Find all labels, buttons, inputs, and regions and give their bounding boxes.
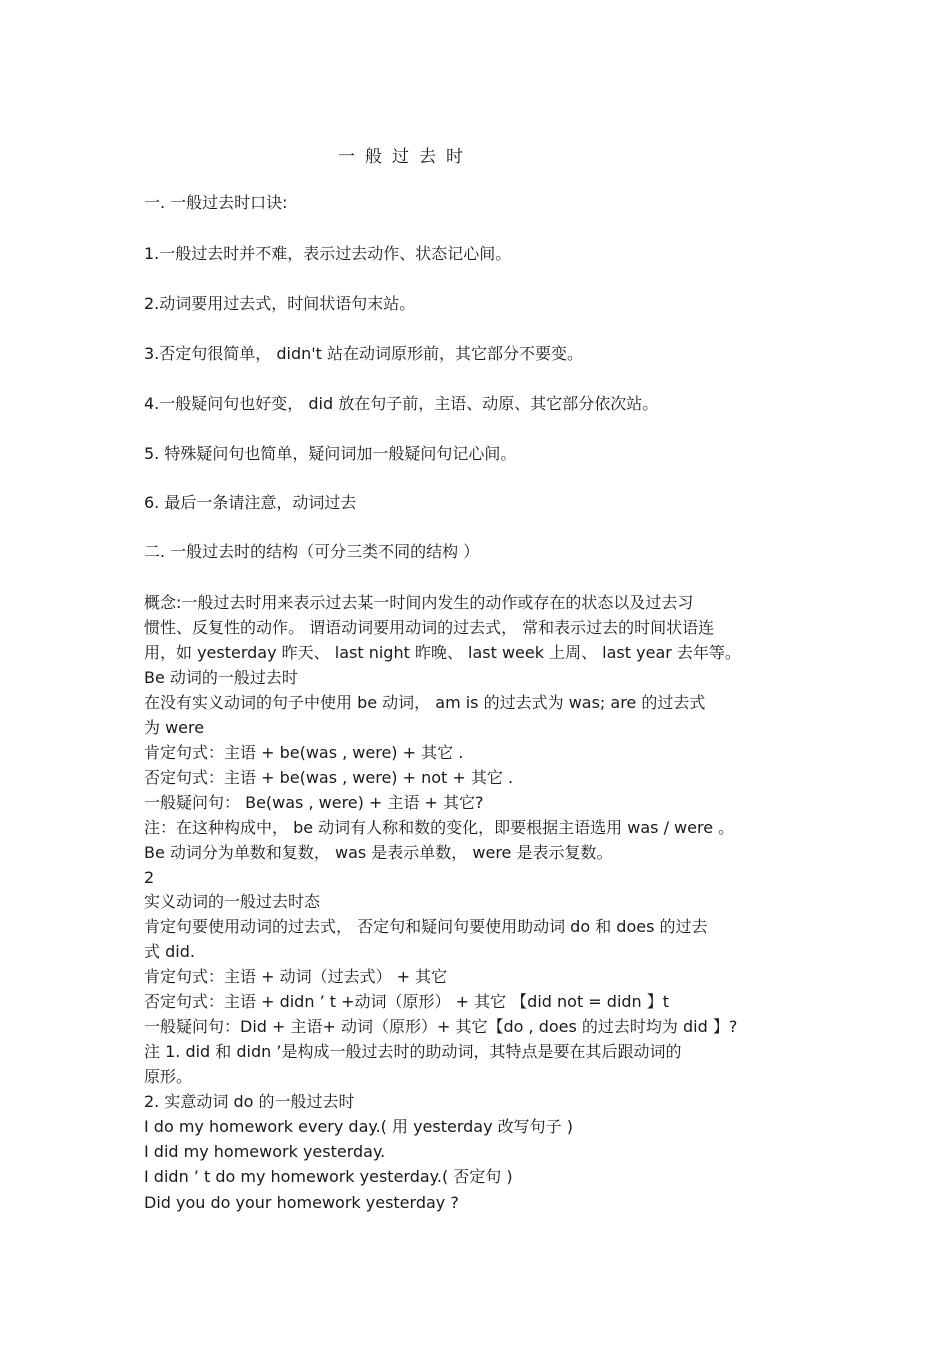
be-question: 一般疑问句： Be(was , were) + 主语 + 其它?	[144, 793, 484, 812]
notional-verb-heading: 实义动词的一般过去时态	[144, 892, 321, 911]
be-note-2: Be 动词分为单数和复数， was 是表示单数， were 是表示复数。	[144, 843, 613, 862]
page-title: 一般过去时	[338, 147, 473, 167]
example-line-1: I do my homework every day.( 用 yesterday 改写句子 )	[144, 1117, 573, 1136]
rhyme-line-3: 3.否定句很简单， didn't 站在动词原形前，其它部分不要变。	[144, 344, 584, 363]
concept-line-2: 惯性、反复性的动作。 谓语动词要用动词的过去式， 常和表示过去的时间状语连	[144, 618, 715, 637]
section-number-2: 2	[144, 868, 155, 887]
note-1-line-1: 注 1. did 和 didn ’是构成一般过去时的助动词，其特点是要在其后跟动词的	[144, 1042, 682, 1061]
notional-verb-line-2: 式 did.	[144, 942, 195, 961]
rhyme-line-1: 1.一般过去时并不难，表示过去动作、状态记心间。	[144, 244, 512, 263]
section-heading-two: 二. 一般过去时的结构（可分三类不同的结构 ）	[144, 542, 480, 561]
rhyme-line-6: 6. 最后一条请注意，动词过去	[144, 493, 357, 512]
be-verb-line-2: 为 were	[144, 718, 205, 737]
concept-line-3: 用，如 yesterday 昨天、 last night 昨晚、 last week 上周、 last year 去年等。	[144, 643, 741, 662]
rhyme-line-2: 2.动词要用过去式，时间状语句末站。	[144, 294, 416, 313]
notional-negative: 否定句式：主语 + didn ’ t +动词（原形） + 其它 【did not = didn 】t	[144, 992, 670, 1011]
example-line-2: I did my homework yesterday.	[144, 1142, 386, 1161]
example-line-4: Did you do your homework yesterday ?	[144, 1193, 459, 1212]
rhyme-line-4: 4.一般疑问句也好变， did 放在句子前，主语、动原、其它部分依次站。	[144, 394, 659, 413]
be-affirmative: 肯定句式：主语 + be(was , were) + 其它 .	[144, 743, 464, 762]
notional-verb-line-1: 肯定句要使用动词的过去式， 否定句和疑问句要使用助动词 do 和 does 的过去	[144, 917, 708, 936]
be-negative: 否定句式：主语 + be(was , were) + not + 其它 .	[144, 768, 514, 787]
rhyme-line-5: 5. 特殊疑问句也简单，疑问词加一般疑问句记心间。	[144, 444, 517, 463]
note-2-heading: 2. 实意动词 do 的一般过去时	[144, 1092, 355, 1111]
section-heading-one: 一. 一般过去时口诀:	[144, 193, 288, 212]
be-verb-heading: Be 动词的一般过去时	[144, 668, 298, 687]
be-note-1: 注：在这种构成中， be 动词有人称和数的变化，即要根据主语选用 was / were 。	[144, 818, 735, 837]
notional-question: 一般疑问句：Did + 主语+ 动词（原形）+ 其它【do , does 的过去时均为 did 】?	[144, 1017, 738, 1036]
note-1-line-2: 原形。	[144, 1067, 193, 1086]
notional-affirmative: 肯定句式：主语 + 动词（过去式） + 其它	[144, 967, 448, 986]
be-verb-line-1: 在没有实义动词的句子中使用 be 动词， am is 的过去式为 was; are 的过去式	[144, 693, 706, 712]
concept-line-1: 概念:一般过去时用来表示过去某一时间内发生的动作或存在的状态以及过去习	[144, 593, 694, 612]
example-line-3: I didn ’ t do my homework yesterday.( 否定句 )	[144, 1167, 513, 1186]
